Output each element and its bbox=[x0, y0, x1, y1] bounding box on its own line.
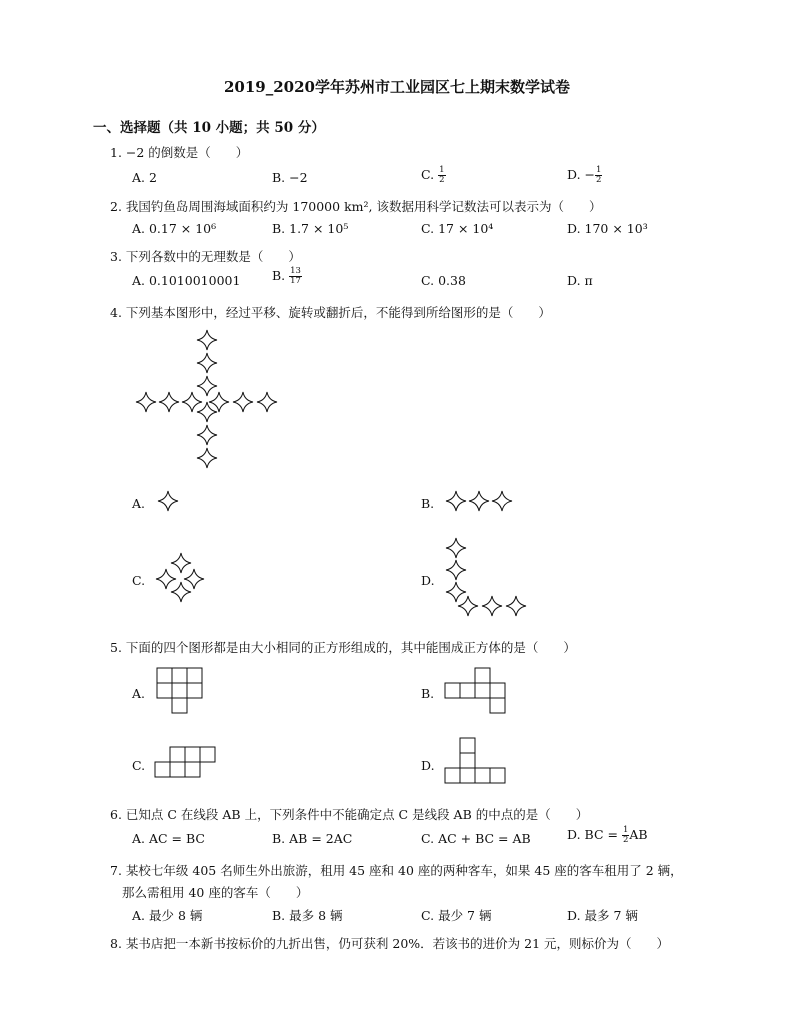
net-square bbox=[460, 753, 475, 768]
q7-option-c: C. 最少 7 辆 bbox=[421, 908, 492, 923]
question-7-stem-line2: 那么需租用 40 座的客车（ ） bbox=[122, 885, 309, 900]
net-square bbox=[445, 768, 460, 783]
q1-option-d-label: D. − bbox=[567, 167, 595, 182]
q4-option-c: C. bbox=[132, 573, 146, 588]
net-square bbox=[460, 768, 475, 783]
q7-option-d: D. 最多 7 辆 bbox=[567, 908, 638, 923]
net-square bbox=[475, 768, 490, 783]
q2-option-b: B. 1.7 × 10⁵ bbox=[272, 221, 349, 236]
question-8-stem: 8. 某书店把一本新书按标价的九折出售，仍可获利 20%．若该书的进价为 21 元，则标价为（ ） bbox=[110, 936, 670, 951]
q6-option-d bbox=[567, 826, 648, 845]
fraction-numerator: 13 bbox=[290, 266, 301, 276]
question-1-stem: 1. −2 的倒数是（ ） bbox=[110, 145, 249, 160]
net-square bbox=[460, 738, 475, 753]
q3-option-d: D. π bbox=[567, 273, 593, 288]
q2-option-d: D. 170 × 10³ bbox=[567, 221, 648, 236]
q4-option-a: A. bbox=[132, 496, 146, 511]
q5-option-a: A. bbox=[132, 686, 146, 701]
question-5-stem: 5. 下面的四个图形都是由大小相同的正方形组成的，其中能围成正方体的是（ ） bbox=[110, 640, 576, 655]
question-3-stem: 3. 下列各数中的无理数是（ ） bbox=[110, 249, 301, 264]
q7-option-a: A. 最少 8 辆 bbox=[132, 908, 203, 923]
q1-option-a: A. 2 bbox=[132, 170, 157, 185]
q6-option-c: C. AC + BC = AB bbox=[421, 831, 531, 846]
fraction-denominator: 2 bbox=[596, 175, 602, 185]
q2-option-a: A. 0.17 × 10⁶ bbox=[132, 221, 217, 236]
question-6-stem: 6. 已知点 C 在线段 AB 上，下列条件中不能确定点 C 是线段 AB 的中点的是（ ） bbox=[110, 807, 589, 822]
page-title: 2019_2020学年苏州市工业园区七上期末数学试卷 bbox=[224, 78, 570, 96]
q6-option-a: A. AC = BC bbox=[132, 831, 205, 846]
fraction-numerator: 1 bbox=[439, 165, 445, 175]
question-2-stem: 2. 我国钓鱼岛周围海域面积约为 170000 km², 该数据用科学记数法可以表示为（ ） bbox=[110, 199, 602, 214]
q5-option-b: B. bbox=[421, 686, 435, 701]
net-square bbox=[490, 768, 505, 783]
question-4-stem: 4. 下列基本图形中，经过平移、旋转或翻折后，不能得到所给图形的是（ ） bbox=[110, 305, 551, 320]
q3-option-b-label: B. bbox=[272, 268, 290, 283]
fraction-denominator: 2 bbox=[439, 175, 445, 185]
q7-option-b: B. 最多 8 辆 bbox=[272, 908, 343, 923]
q6-option-d-label: D. BC = bbox=[567, 827, 622, 842]
fraction-numerator: 1 bbox=[622, 825, 629, 835]
fraction-numerator: 1 bbox=[596, 165, 602, 175]
q6-option-d-suffix: AB bbox=[629, 827, 648, 842]
q3-option-c: C. 0.38 bbox=[421, 273, 466, 288]
q4-option-d: D. bbox=[421, 573, 435, 588]
q6-option-b: B. AB = 2AC bbox=[272, 831, 353, 846]
q5-option-c: C. bbox=[132, 758, 146, 773]
q1-option-c-label: C. bbox=[421, 167, 439, 182]
q3-option-a: A. 0.1010010001 bbox=[132, 273, 241, 288]
q1-option-b: B. −2 bbox=[272, 170, 308, 185]
section-heading: 一、选择题（共 10 小题；共 50 分） bbox=[93, 120, 325, 136]
q5-option-d: D. bbox=[421, 758, 435, 773]
q4-option-b: B. bbox=[421, 496, 435, 511]
question-7-stem: 7. 某校七年级 405 名师生外出旅游，租用 45 座和 40 座的两种客车，如果 45 座的客车租用了 2 辆， bbox=[110, 863, 683, 878]
fraction-denominator: 2 bbox=[622, 835, 629, 845]
fraction-denominator: 17 bbox=[290, 276, 301, 286]
q2-option-c: C. 17 × 10⁴ bbox=[421, 221, 494, 236]
